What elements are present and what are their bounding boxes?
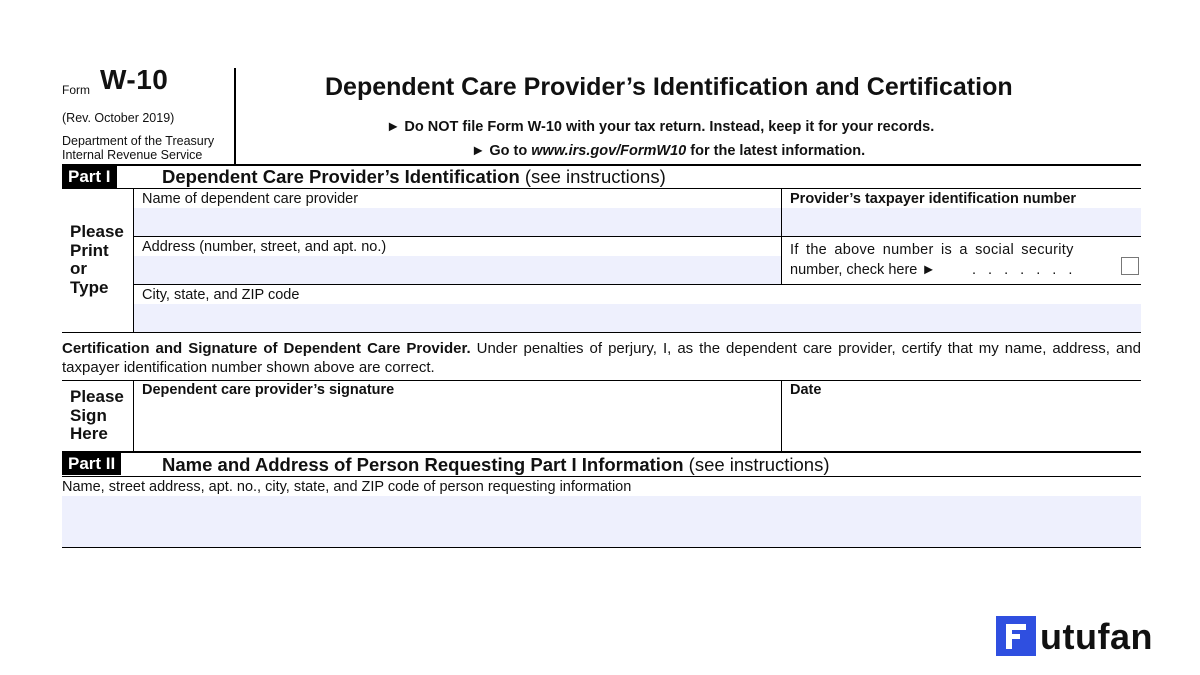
- side-label-line: or: [70, 259, 87, 278]
- side-label-line: Sign: [70, 405, 107, 425]
- notice-do-not-file-text: Do NOT file Form W-10 with your tax return. Instead, keep it for your records.: [404, 119, 935, 135]
- part2-header-rule: [62, 476, 1141, 477]
- arrow-right-icon: ►: [471, 143, 486, 159]
- side-label-line: Type: [70, 277, 109, 297]
- requester-info-field[interactable]: [62, 496, 1141, 547]
- part2-label: Part II: [62, 453, 121, 475]
- signature-field[interactable]: [134, 400, 781, 451]
- date-label: Date: [790, 382, 822, 398]
- arrow-right-icon: ►: [386, 119, 401, 135]
- requester-info-label: Name, street address, apt. no., city, state, and ZIP code of person requesting information: [62, 479, 632, 495]
- row2-rule: [134, 284, 1141, 285]
- part1-bottom-rule: [62, 332, 1141, 333]
- provider-tin-field[interactable]: [782, 208, 1141, 236]
- part1-title: [162, 166, 666, 188]
- certification-heading: Certification and Signature of Dependent Care Provider.: [62, 340, 471, 357]
- form-title: Dependent Care Provider’s Identification and Certification: [325, 73, 1013, 101]
- side-label-line: Please: [70, 387, 124, 406]
- provider-tin-label: Provider’s taxpayer identification number: [790, 191, 1077, 207]
- please-sign-here: [70, 388, 124, 444]
- sign-top-rule: [62, 380, 1141, 381]
- form-number: W-10: [100, 64, 169, 95]
- part1-label: Part I: [62, 166, 117, 188]
- city-state-zip-field[interactable]: [134, 304, 1141, 332]
- please-print-or-type: [70, 223, 124, 297]
- side-label-line: Here: [70, 424, 108, 443]
- logo-f-icon: [996, 616, 1036, 656]
- row1-rule: [134, 236, 1141, 237]
- part1-title-rest: (see instructions): [519, 166, 666, 187]
- ssn-note-line2: number, check here ►: [790, 262, 936, 278]
- form-word: Form: [62, 83, 90, 97]
- side-label-line: Please: [70, 222, 124, 241]
- part2-title-bold: Name and Address of Person Requesting Part I Information: [162, 454, 684, 475]
- notice-go-to-pre: Go to: [489, 143, 532, 159]
- notice-go-to: [471, 143, 865, 159]
- ssn-checkbox[interactable]: [1121, 257, 1139, 275]
- date-field[interactable]: [782, 400, 1141, 451]
- signature-label: Dependent care provider’s signature: [142, 382, 395, 398]
- ssn-note-line1: If the above number is a social security: [790, 242, 1074, 258]
- part2-bottom-rule: [62, 547, 1141, 548]
- provider-address-label: Address (number, street, and apt. no.): [142, 239, 387, 255]
- part1-header-rule: [62, 188, 1141, 189]
- ssn-dots: . . . . . . .: [972, 262, 1077, 278]
- part2-title-rest: (see instructions): [683, 454, 830, 475]
- certification-statement: [62, 339, 1141, 377]
- part2-title: [162, 454, 830, 476]
- department-line: Department of the Treasury: [62, 134, 215, 148]
- part2-top-rule: [62, 451, 1141, 453]
- provider-address-field[interactable]: [134, 256, 781, 284]
- notice-go-to-post: for the latest information.: [686, 143, 866, 159]
- provider-name-label: Name of dependent care provider: [142, 191, 359, 207]
- header-divider: [234, 68, 236, 164]
- irs-line: Internal Revenue Service: [62, 148, 203, 162]
- futufan-logo-mark: [996, 616, 1036, 656]
- futufan-logo-text: utufan: [1040, 616, 1153, 657]
- part1-title-bold: Dependent Care Provider’s Identification: [162, 166, 520, 187]
- irs-link[interactable]: www.irs.gov/FormW10: [531, 143, 687, 159]
- notice-do-not-file: [386, 119, 934, 135]
- side-label-line: Print: [70, 240, 109, 260]
- certification-text: Under penalties of perjury, I, as the dependent care provider, certify that my name, address, and taxpayer identification number shown above are correct.: [62, 340, 1141, 376]
- provider-name-field[interactable]: [134, 208, 781, 236]
- city-state-zip-label: City, state, and ZIP code: [142, 287, 300, 303]
- revision-date: (Rev. October 2019): [62, 111, 175, 125]
